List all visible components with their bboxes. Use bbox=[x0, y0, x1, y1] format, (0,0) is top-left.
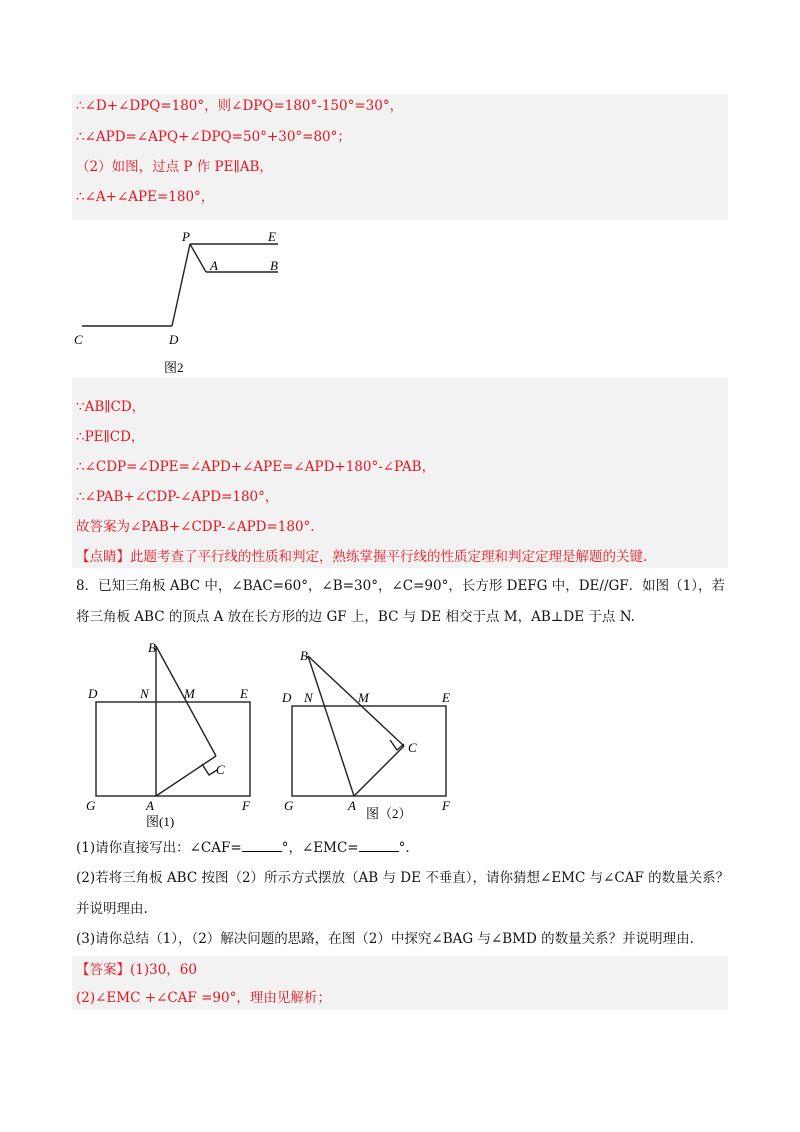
fig1-label-C: C bbox=[216, 762, 225, 777]
solution-line-5: ∵AB∥CD， bbox=[76, 399, 146, 415]
label-D: D bbox=[169, 332, 179, 347]
fig2-caption: 图（2） bbox=[366, 806, 412, 821]
fig1-label-G: G bbox=[86, 798, 96, 813]
solution-line-3: （2）如图，过点 P 作 PE∥AB， bbox=[76, 159, 273, 175]
fig1-label-D: D bbox=[88, 686, 98, 701]
figure-2-diagram bbox=[72, 222, 286, 378]
solution-line-1: ∴∠D+∠DPQ=180°，则∠DPQ=180°-150°=30°， bbox=[76, 98, 404, 114]
solution-line-6: ∴PE∥CD， bbox=[76, 429, 145, 445]
fig1-label-A: A bbox=[146, 798, 154, 813]
fig1-label-N: N bbox=[140, 686, 149, 701]
subquestion-2-line-2: 并说明理由. bbox=[76, 901, 148, 917]
question-8-line-1: 8．已知三角板 ABC 中，∠BAC=60°，∠B=30°，∠C=90°，长方形 DEFG 中，DE//GF．如图（1），若 bbox=[76, 578, 726, 594]
fig2-label-M: M bbox=[358, 690, 369, 705]
answer-blank-1 bbox=[242, 839, 282, 852]
solution-line-7: ∴∠CDP=∠DPE=∠APD+∠APE=∠APD+180°-∠PAB， bbox=[76, 459, 436, 475]
subquestion-1-part-a: (1)请你直接写出：∠CAF= bbox=[76, 840, 242, 856]
comment-text: 此题考查了平行线的性质和判定，熟练掌握平行线的性质定理和判定定理是解题的关键. bbox=[130, 549, 648, 565]
fig1-caption: 图(1) bbox=[146, 814, 175, 829]
answer-text-1: (1)30，60 bbox=[130, 962, 197, 978]
label-E: E bbox=[268, 229, 276, 244]
fig2-label-B: B bbox=[300, 648, 308, 663]
subquestion-1-part-c: °. bbox=[398, 840, 410, 856]
fig2-label-D: D bbox=[282, 690, 292, 705]
question-8-figures bbox=[76, 636, 476, 832]
figure-2-caption: 图2 bbox=[164, 360, 184, 375]
comment-tag: 【点睛】 bbox=[76, 549, 130, 565]
fig2-label-E: E bbox=[442, 690, 450, 705]
subquestion-3: (3)请你总结（1），（2）解决问题的思路，在图（2）中探究∠BAG 与∠BMD 的数量关系？并说明理由. bbox=[76, 931, 694, 947]
question-8-line-2: 将三角板 ABC 的顶点 A 放在长方形的边 GF 上，BC 与 DE 相交于点 M，AB⊥DE 于点 N. bbox=[76, 609, 635, 625]
subquestion-2-line-1: (2)若将三角板 ABC 按图（2）所示方式摆放（AB 与 DE 不垂直），请你猜想∠EMC 与∠CAF 的数量关系？ bbox=[76, 870, 730, 886]
fig1-label-F: F bbox=[242, 798, 250, 813]
fig1-label-B: B bbox=[148, 640, 156, 655]
answer-line-2: (2)∠EMC +∠CAF =90°，理由见解析； bbox=[76, 990, 331, 1006]
solution-line-2: ∴∠APD=∠APQ+∠DPQ=50°+30°=80°； bbox=[76, 129, 351, 145]
fig1-label-M: M bbox=[184, 686, 195, 701]
fig2-label-G: G bbox=[284, 798, 294, 813]
label-B: B bbox=[270, 258, 278, 273]
fig1-label-E: E bbox=[240, 686, 248, 701]
fig2-label-N: N bbox=[304, 690, 313, 705]
fig2-label-F: F bbox=[442, 798, 450, 813]
figure-2 bbox=[72, 222, 286, 378]
label-P: P bbox=[182, 229, 190, 244]
solution-line-4: ∴∠A+∠APE=180°， bbox=[76, 189, 215, 205]
fig2-label-A: A bbox=[348, 798, 356, 813]
solution-line-8: ∴∠PAB+∠CDP-∠APD=180°， bbox=[76, 489, 279, 505]
comment-line bbox=[76, 547, 647, 567]
label-A: A bbox=[210, 258, 218, 273]
answer-tag: 【答案】 bbox=[76, 962, 130, 978]
answer-blank-2 bbox=[359, 839, 399, 852]
subquestion-1-part-b: °，∠EMC= bbox=[281, 840, 359, 856]
question-8-diagram bbox=[76, 636, 476, 832]
subquestion-1 bbox=[76, 838, 410, 858]
solution-line-9: 故答案为∠PAB+∠CDP-∠APD=180°. bbox=[76, 519, 315, 535]
answer-line-1 bbox=[76, 960, 197, 980]
fig2-label-C: C bbox=[408, 740, 417, 755]
label-C: C bbox=[74, 332, 83, 347]
